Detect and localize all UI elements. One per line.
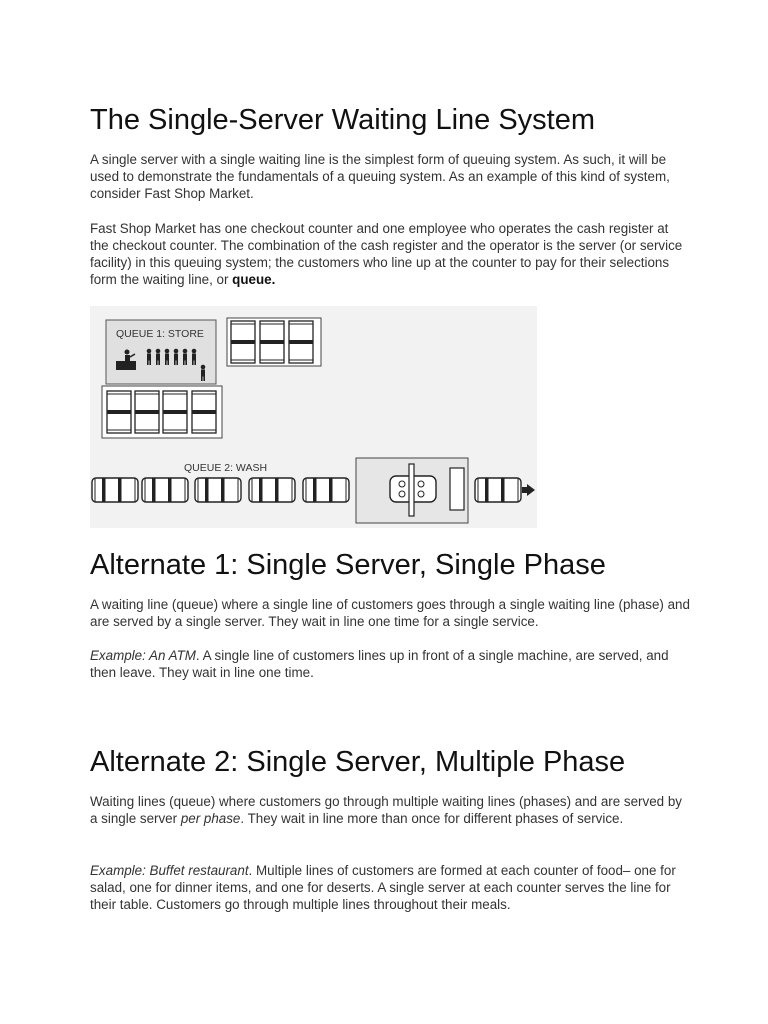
queue-diagram-svg xyxy=(90,306,537,528)
section1-paragraph: A waiting line (queue) where a single line of customers goes through a single waiting line (phase) and are served by a single server. They wait in line one time for a single service. xyxy=(90,597,690,629)
section2-paragraph-before: Waiting lines (queue) where customers go through multiple waiting lines (phases) and are served by a single server xyxy=(90,794,682,826)
section1-example-label: Example: An ATM xyxy=(90,648,196,663)
queue2-label: QUEUE 2: WASH xyxy=(184,462,268,474)
section1-heading: Alternate 1: Single Server, Single Phase xyxy=(90,549,606,581)
page-title: The Single-Server Waiting Line System xyxy=(90,104,596,136)
queue1-label: QUEUE 1: STORE xyxy=(116,328,204,340)
section2-per-phase: per phase xyxy=(180,811,241,826)
store-box xyxy=(106,320,216,384)
section2-example-label: Example: Buffet restaurant xyxy=(90,863,249,878)
section1-example xyxy=(90,647,690,681)
intro-paragraph-2 xyxy=(90,220,690,288)
waiting-cars xyxy=(92,478,349,502)
carts-row-top xyxy=(227,318,321,366)
section2-example xyxy=(90,862,690,913)
section2-heading: Alternate 2: Single Server, Multiple Phase xyxy=(90,746,626,778)
carts-row-bottom xyxy=(102,386,222,438)
intro-paragraph-2-text: Fast Shop Market has one checkout counter and one employee who operates the cash register at the checkout counter. The combination of the cash register and the operator is the server (or service facility) in this queuing system; the customers who line up at the counter to pay for their selections form the waiting line, or xyxy=(90,221,683,287)
section2-paragraph xyxy=(90,793,690,827)
section2-paragraph-after: . They wait in line more than once for different phases of service. xyxy=(240,811,624,826)
intro-paragraph-1: A single server with a single waiting line is the simplest form of queuing system. As such, it will be used to demonstrate the fundamentals of a queuing system. As an example of this kind of system, consider Fast Shop Market. xyxy=(90,152,670,201)
section1-example-text: . A single line of customers lines up in front of a single machine, are served, and then leave. They wait in line one time. xyxy=(90,648,669,680)
exiting-car xyxy=(475,478,521,502)
queue-diagram xyxy=(90,306,537,528)
car-wash-box xyxy=(356,458,468,523)
queue-term: queue. xyxy=(232,272,276,287)
section2-example-text: . Multiple lines of customers are formed at each counter of food– one for salad, one for dinner items, and one for deserts. A single server at each counter serves the line for their table. Customers go through multiple lines throughout their meals. xyxy=(90,863,676,912)
